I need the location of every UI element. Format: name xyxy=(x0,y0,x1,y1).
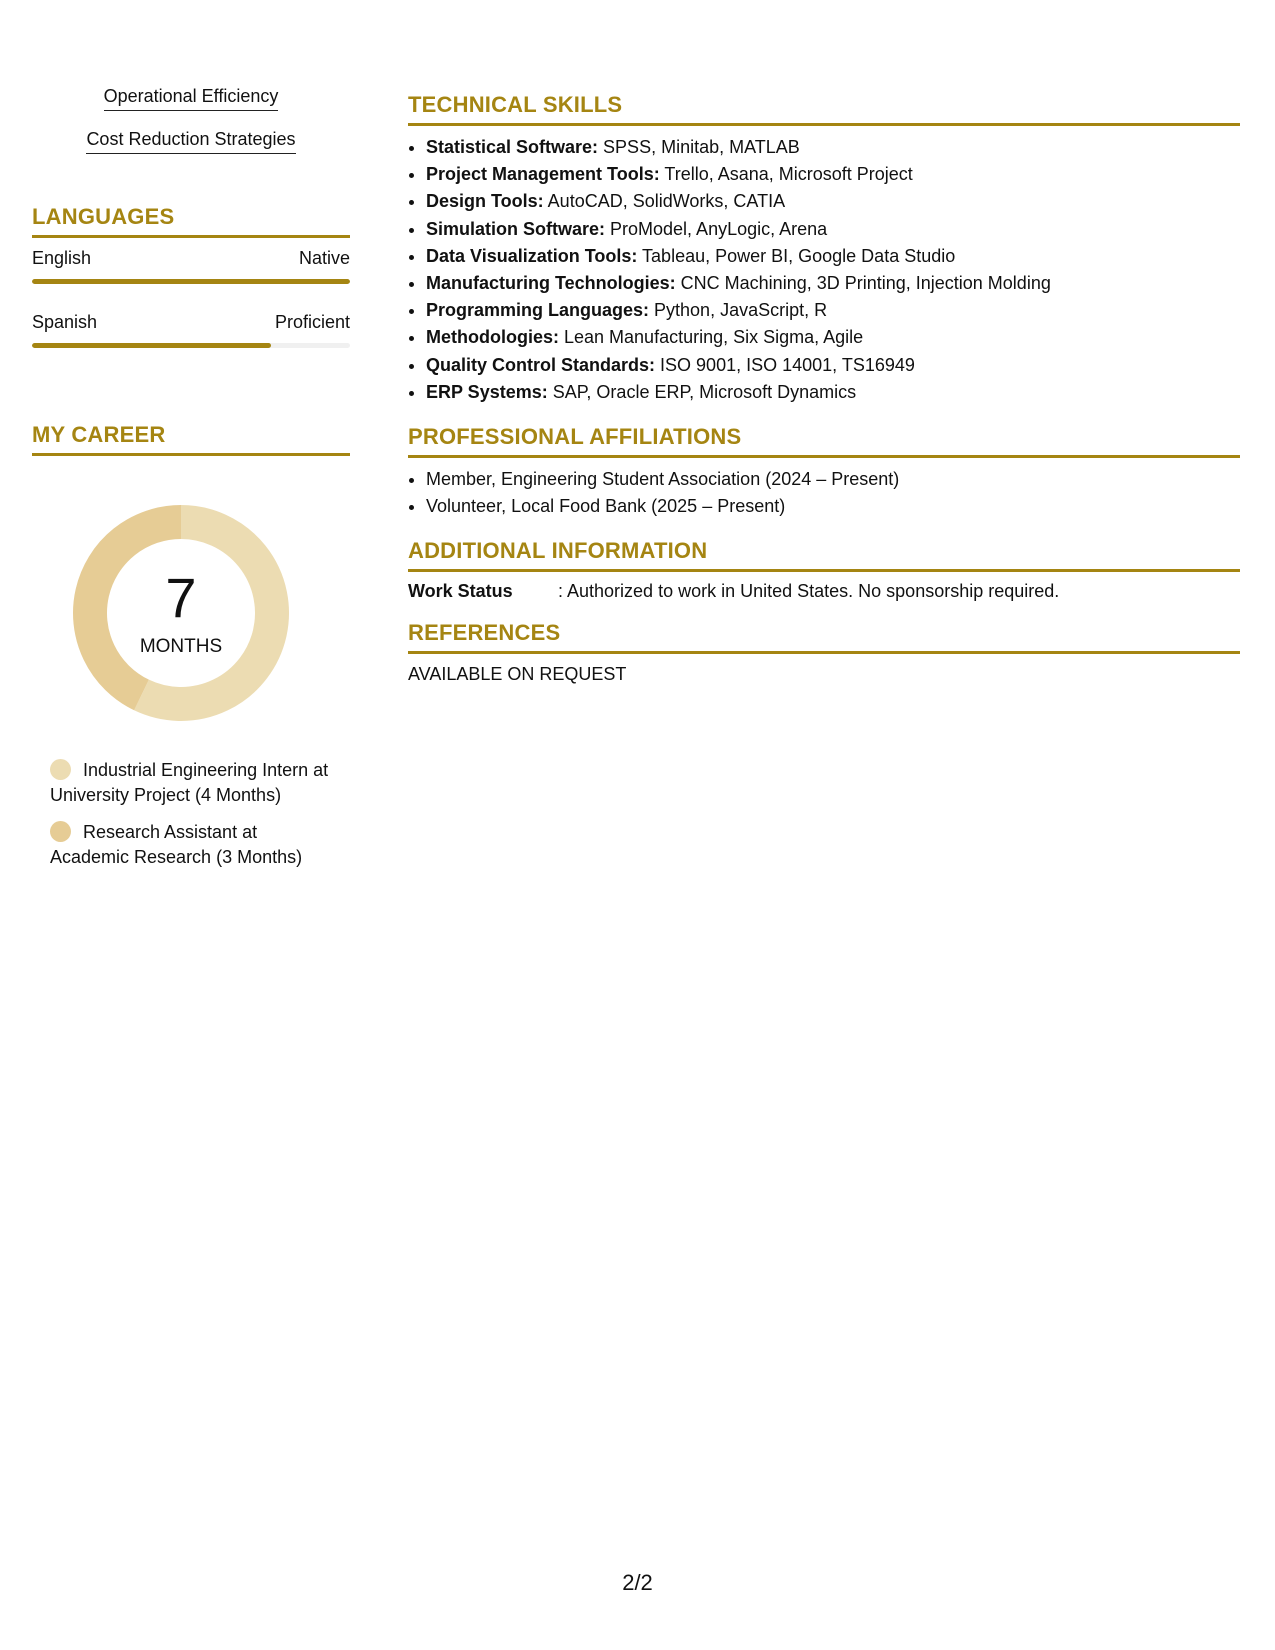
career-unit: MONTHS xyxy=(139,636,223,657)
language-spanish xyxy=(32,312,350,348)
language-proficiency-fill xyxy=(32,279,350,284)
language-proficiency-fill xyxy=(32,343,271,348)
work-status-row xyxy=(408,581,1240,602)
career-donut-chart xyxy=(66,498,296,728)
references-text: AVAILABLE ON REQUEST xyxy=(408,664,627,685)
list-item: • Design Tools: AutoCAD, SolidWorks, CATIA xyxy=(426,188,1240,215)
language-english xyxy=(32,248,350,284)
work-status-value: : Authorized to work in United States. No sponsorship required. xyxy=(558,581,1060,602)
technical-skills-list xyxy=(408,134,1240,406)
language-name: English xyxy=(32,248,92,268)
list-item: • Simulation Software: ProModel, AnyLogic, Arena xyxy=(426,216,1240,243)
technical-skills-title: TECHNICAL SKILLS xyxy=(408,92,1240,126)
list-item: • Member, Engineering Student Association (2024 – Present) xyxy=(426,466,1240,493)
left-column xyxy=(32,86,350,882)
legend-item: Research Assistant at Academic Research (3 Months) xyxy=(50,822,303,867)
list-item: • Statistical Software: SPSS, Minitab, MATLAB xyxy=(426,134,1240,161)
strength-item: Cost Reduction Strategies xyxy=(32,129,350,154)
language-level: Proficient xyxy=(274,312,350,332)
list-item: • Programming Languages: Python, JavaScript, R xyxy=(426,297,1240,324)
language-level: Native xyxy=(298,248,350,268)
legend-dot-icon xyxy=(50,821,71,842)
career-title: MY CAREER xyxy=(32,422,350,456)
work-status-label: Work Status xyxy=(408,581,513,602)
strength-item: Operational Efficiency xyxy=(32,86,350,111)
affiliations-list xyxy=(408,466,1240,520)
list-item: • Data Visualization Tools: Tableau, Power BI, Google Data Studio xyxy=(426,243,1240,270)
languages-title: LANGUAGES xyxy=(32,204,350,238)
list-item: • Manufacturing Technologies: CNC Machining, 3D Printing, Injection Molding xyxy=(426,270,1240,297)
list-item: • Methodologies: Lean Manufacturing, Six Sigma, Agile xyxy=(426,324,1240,351)
list-item: • ERP Systems: SAP, Oracle ERP, Microsoft Dynamics xyxy=(426,379,1240,406)
page-number: 2/2 xyxy=(622,1570,653,1595)
career-total: 7 xyxy=(165,566,197,629)
list-item: • Volunteer, Local Food Bank (2025 – Present) xyxy=(426,493,1240,520)
legend-dot-icon xyxy=(50,759,71,780)
references-title: REFERENCES xyxy=(408,620,1240,654)
list-item: • Project Management Tools: Trello, Asana, Microsoft Project xyxy=(426,161,1240,188)
affiliations-title: PROFESSIONAL AFFILIATIONS xyxy=(408,424,1240,458)
legend-item: Industrial Engineering Intern at University Project (4 Months) xyxy=(50,760,329,805)
right-column xyxy=(408,92,1240,685)
language-name: Spanish xyxy=(32,312,98,332)
career-legend xyxy=(50,758,340,870)
language-proficiency-bar xyxy=(32,343,350,348)
additional-info-title: ADDITIONAL INFORMATION xyxy=(408,538,1240,572)
list-item: • Quality Control Standards: ISO 9001, ISO 14001, TS16949 xyxy=(426,352,1240,379)
language-proficiency-bar xyxy=(32,279,350,284)
